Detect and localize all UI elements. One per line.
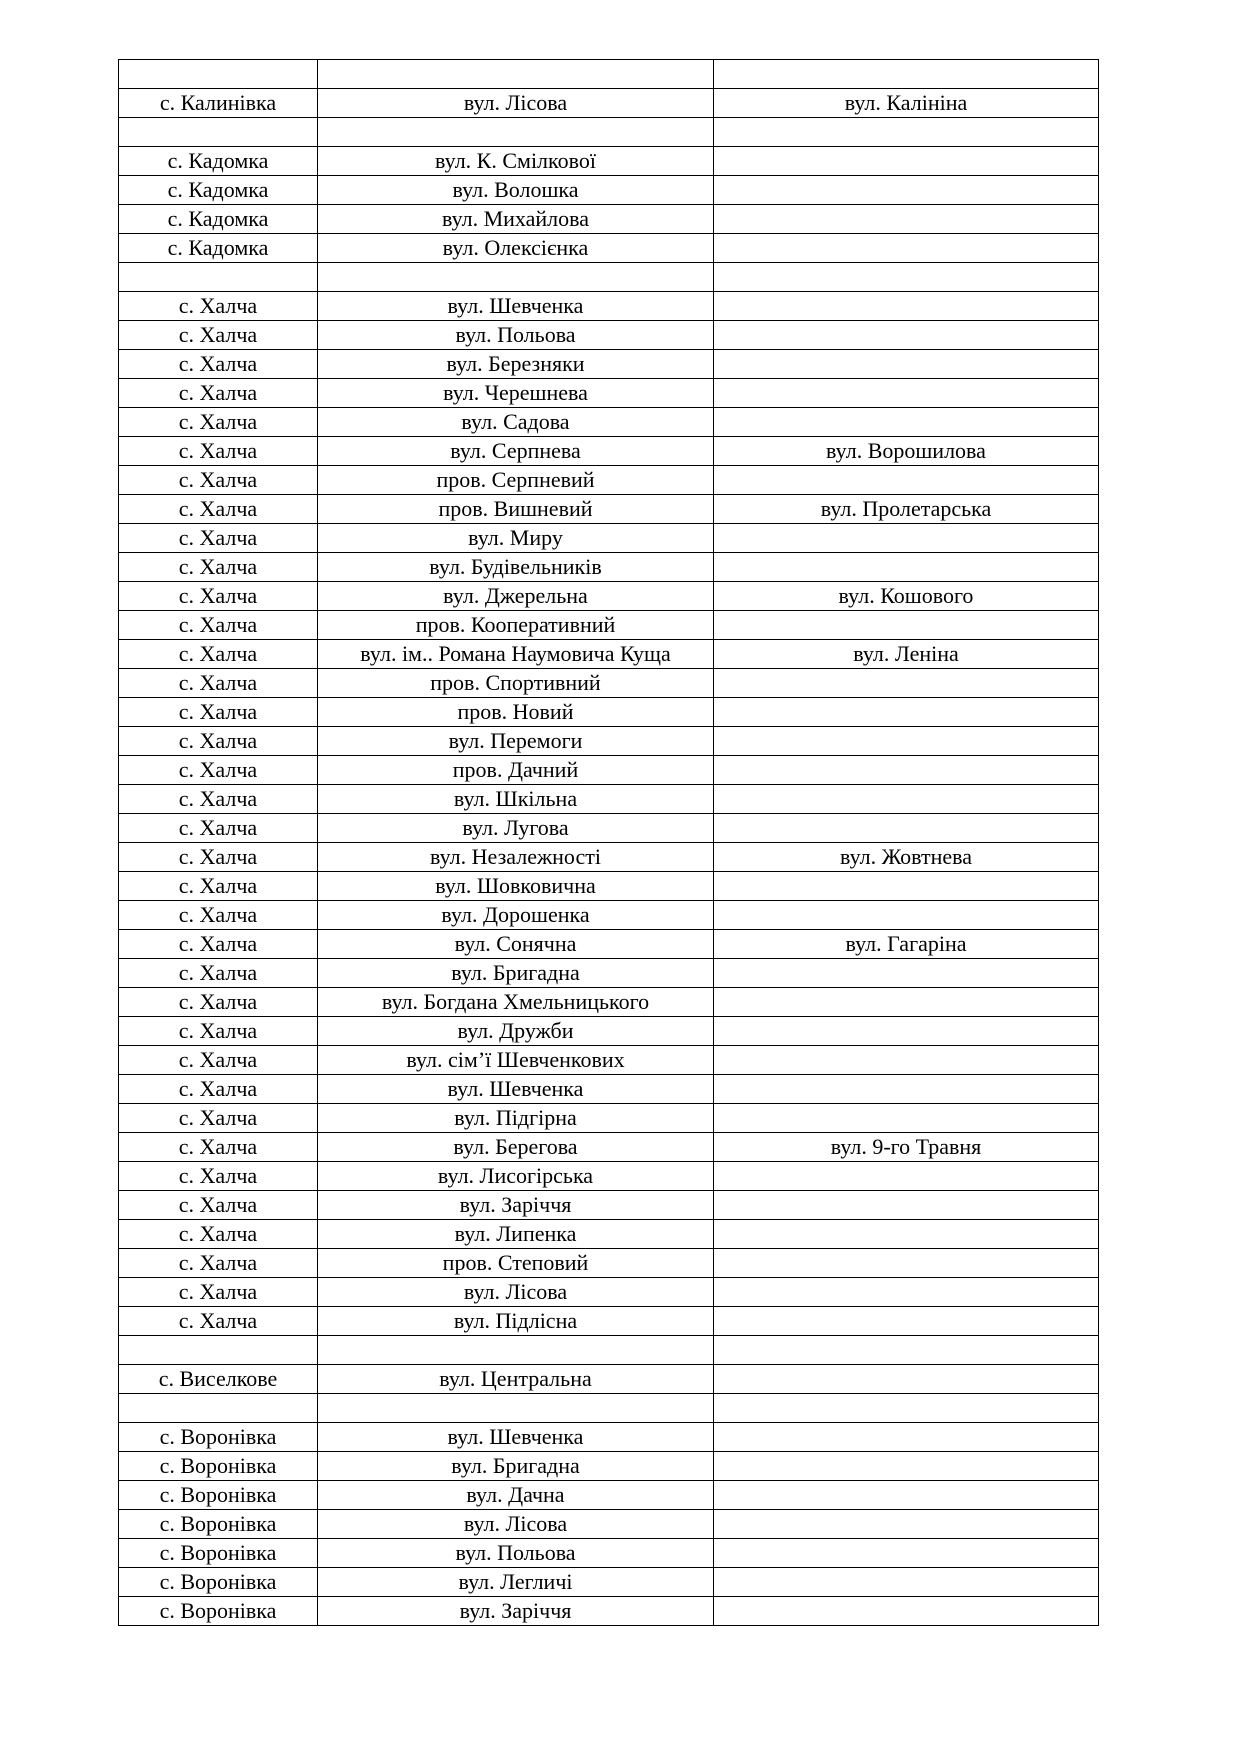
street-cell: вул. Підлісна <box>318 1307 714 1336</box>
former-name-cell <box>714 350 1099 379</box>
former-name-cell <box>714 1423 1099 1452</box>
table-row <box>119 292 1099 321</box>
table-row <box>119 611 1099 640</box>
street-cell: вул. Незалежності <box>318 843 714 872</box>
settlement-cell: с. Воронівка <box>119 1597 318 1626</box>
settlement-cell: с. Халча <box>119 901 318 930</box>
street-cell: вул. Миру <box>318 524 714 553</box>
former-name-cell <box>714 118 1099 147</box>
street-cell: вул. Берегова <box>318 1133 714 1162</box>
settlement-cell <box>119 1394 318 1423</box>
settlement-cell: с. Воронівка <box>119 1510 318 1539</box>
former-name-cell <box>714 901 1099 930</box>
settlement-cell: с. Кадомка <box>119 205 318 234</box>
settlement-cell: с. Халча <box>119 785 318 814</box>
street-cell: вул. Шовковична <box>318 872 714 901</box>
street-cell: вул. сім’ї Шевченкових <box>318 1046 714 1075</box>
table-row <box>119 843 1099 872</box>
street-cell: вул. Перемоги <box>318 727 714 756</box>
street-cell <box>318 60 714 89</box>
former-name-cell <box>714 756 1099 785</box>
settlement-cell: с. Халча <box>119 1191 318 1220</box>
settlement-cell: с. Халча <box>119 1104 318 1133</box>
table-row <box>119 1075 1099 1104</box>
street-cell: вул. Богдана Хмельницького <box>318 988 714 1017</box>
street-cell: пров. Дачний <box>318 756 714 785</box>
settlement-cell: с. Халча <box>119 872 318 901</box>
settlement-cell: с. Халча <box>119 408 318 437</box>
former-name-cell <box>714 1104 1099 1133</box>
settlement-cell: с. Халча <box>119 495 318 524</box>
settlement-cell: с. Воронівка <box>119 1539 318 1568</box>
settlement-cell: с. Халча <box>119 292 318 321</box>
settlement-cell: с. Воронівка <box>119 1423 318 1452</box>
street-cell: вул. Заріччя <box>318 1597 714 1626</box>
table-row <box>119 930 1099 959</box>
table-row <box>119 1510 1099 1539</box>
table-row <box>119 698 1099 727</box>
former-name-cell <box>714 60 1099 89</box>
settlement-cell: с. Кадомка <box>119 234 318 263</box>
street-cell: вул. Садова <box>318 408 714 437</box>
street-cell: вул. Підгірна <box>318 1104 714 1133</box>
former-name-cell: вул. Гагаріна <box>714 930 1099 959</box>
street-cell: вул. Шкільна <box>318 785 714 814</box>
former-name-cell <box>714 408 1099 437</box>
street-cell: вул. Бригадна <box>318 959 714 988</box>
street-cell: вул. Лисогірська <box>318 1162 714 1191</box>
settlement-cell: с. Халча <box>119 756 318 785</box>
former-name-cell <box>714 698 1099 727</box>
settlement-cell: с. Халча <box>119 698 318 727</box>
street-cell: вул. Дружби <box>318 1017 714 1046</box>
table-row <box>119 321 1099 350</box>
former-name-cell <box>714 611 1099 640</box>
table-row <box>119 234 1099 263</box>
street-cell: вул. Будівельників <box>318 553 714 582</box>
settlement-cell: с. Халча <box>119 1133 318 1162</box>
settlement-cell: с. Халча <box>119 1249 318 1278</box>
former-name-cell <box>714 1510 1099 1539</box>
former-name-cell <box>714 205 1099 234</box>
table-row <box>119 785 1099 814</box>
settlement-cell: с. Халча <box>119 843 318 872</box>
former-name-cell: вул. Жовтнева <box>714 843 1099 872</box>
table-row <box>119 1568 1099 1597</box>
former-name-cell <box>714 669 1099 698</box>
street-cell: вул. Лісова <box>318 89 714 118</box>
street-cell: вул. Польова <box>318 321 714 350</box>
former-name-cell <box>714 1394 1099 1423</box>
table-row <box>119 495 1099 524</box>
street-cell: вул. Лісова <box>318 1510 714 1539</box>
street-cell: вул. Дорошенка <box>318 901 714 930</box>
table-row <box>119 756 1099 785</box>
settlement-cell: с. Халча <box>119 1278 318 1307</box>
table-row <box>119 582 1099 611</box>
table-row <box>119 1133 1099 1162</box>
table-row <box>119 1539 1099 1568</box>
settlement-cell: с. Халча <box>119 669 318 698</box>
former-name-cell: вул. Леніна <box>714 640 1099 669</box>
table-row <box>119 1336 1099 1365</box>
settlement-cell: с. Халча <box>119 466 318 495</box>
settlement-cell: с. Халча <box>119 640 318 669</box>
settlement-cell <box>119 263 318 292</box>
former-name-cell <box>714 1307 1099 1336</box>
table-row <box>119 205 1099 234</box>
table-row <box>119 1394 1099 1423</box>
former-name-cell <box>714 1481 1099 1510</box>
former-name-cell <box>714 1597 1099 1626</box>
street-cell: вул. Олексієнка <box>318 234 714 263</box>
settlement-cell: с. Халча <box>119 959 318 988</box>
table-row <box>119 1046 1099 1075</box>
former-name-cell <box>714 379 1099 408</box>
former-name-cell: вул. Калініна <box>714 89 1099 118</box>
street-cell: пров. Серпневий <box>318 466 714 495</box>
former-name-cell <box>714 524 1099 553</box>
table-row <box>119 89 1099 118</box>
table-row <box>119 1597 1099 1626</box>
former-name-cell <box>714 1539 1099 1568</box>
settlement-cell: с. Воронівка <box>119 1568 318 1597</box>
table-row <box>119 553 1099 582</box>
settlement-cell: с. Виселкове <box>119 1365 318 1394</box>
former-name-cell <box>714 1568 1099 1597</box>
former-name-cell <box>714 1162 1099 1191</box>
table-row <box>119 1452 1099 1481</box>
settlement-cell <box>119 118 318 147</box>
street-cell: вул. Лугова <box>318 814 714 843</box>
street-cell: вул. ім.. Романа Наумовича Куща <box>318 640 714 669</box>
table-row <box>119 350 1099 379</box>
settlement-cell: с. Халча <box>119 379 318 408</box>
street-cell: пров. Вишневий <box>318 495 714 524</box>
former-name-cell <box>714 1249 1099 1278</box>
street-cell: вул. Лісова <box>318 1278 714 1307</box>
street-cell: вул. Серпнева <box>318 437 714 466</box>
settlement-cell: с. Халча <box>119 1220 318 1249</box>
former-name-cell: вул. Кошового <box>714 582 1099 611</box>
former-name-cell <box>714 1452 1099 1481</box>
former-name-cell <box>714 959 1099 988</box>
table-row <box>119 524 1099 553</box>
settlement-cell: с. Халча <box>119 930 318 959</box>
street-cell <box>318 263 714 292</box>
table-row <box>119 1423 1099 1452</box>
streets-table <box>118 59 1099 1626</box>
street-cell: пров. Спортивний <box>318 669 714 698</box>
table-row <box>119 1162 1099 1191</box>
settlement-cell: с. Халча <box>119 321 318 350</box>
settlement-cell: с. Халча <box>119 553 318 582</box>
street-cell: пров. Кооперативний <box>318 611 714 640</box>
former-name-cell <box>714 147 1099 176</box>
former-name-cell <box>714 1046 1099 1075</box>
street-cell: вул. Шевченка <box>318 292 714 321</box>
settlement-cell: с. Халча <box>119 582 318 611</box>
former-name-cell <box>714 263 1099 292</box>
settlement-cell <box>119 60 318 89</box>
street-cell: вул. Заріччя <box>318 1191 714 1220</box>
former-name-cell <box>714 234 1099 263</box>
street-cell: вул. Джерельна <box>318 582 714 611</box>
settlement-cell: с. Халча <box>119 437 318 466</box>
former-name-cell <box>714 1220 1099 1249</box>
table-row <box>119 872 1099 901</box>
table-row <box>119 1017 1099 1046</box>
street-cell: вул. Польова <box>318 1539 714 1568</box>
table-row <box>119 379 1099 408</box>
former-name-cell <box>714 292 1099 321</box>
former-name-cell <box>714 1365 1099 1394</box>
former-name-cell <box>714 466 1099 495</box>
table-row <box>119 1481 1099 1510</box>
street-cell: вул. К. Смілкової <box>318 147 714 176</box>
street-cell: вул. Центральна <box>318 1365 714 1394</box>
table-row <box>119 1191 1099 1220</box>
street-cell: вул. Березняки <box>318 350 714 379</box>
former-name-cell <box>714 321 1099 350</box>
former-name-cell <box>714 176 1099 205</box>
former-name-cell: вул. Пролетарська <box>714 495 1099 524</box>
street-cell: пров. Новий <box>318 698 714 727</box>
table-row <box>119 669 1099 698</box>
settlement-cell: с. Халча <box>119 1307 318 1336</box>
table-row <box>119 60 1099 89</box>
street-cell: вул. Дачна <box>318 1481 714 1510</box>
table-row <box>119 1365 1099 1394</box>
street-cell: вул. Бригадна <box>318 1452 714 1481</box>
street-cell <box>318 1394 714 1423</box>
table-row <box>119 176 1099 205</box>
table-row <box>119 1220 1099 1249</box>
street-cell: пров. Степовий <box>318 1249 714 1278</box>
settlement-cell <box>119 1336 318 1365</box>
former-name-cell <box>714 1075 1099 1104</box>
street-cell <box>318 1336 714 1365</box>
table-row <box>119 901 1099 930</box>
former-name-cell <box>714 814 1099 843</box>
settlement-cell: с. Воронівка <box>119 1452 318 1481</box>
settlement-cell: с. Халча <box>119 988 318 1017</box>
street-cell: вул. Черешнева <box>318 379 714 408</box>
settlement-cell: с. Халча <box>119 814 318 843</box>
street-cell: вул. Сонячна <box>318 930 714 959</box>
settlement-cell: с. Халча <box>119 1075 318 1104</box>
table-row <box>119 1104 1099 1133</box>
former-name-cell: вул. 9-го Травня <box>714 1133 1099 1162</box>
former-name-cell <box>714 1191 1099 1220</box>
former-name-cell <box>714 1336 1099 1365</box>
settlement-cell: с. Халча <box>119 350 318 379</box>
former-name-cell <box>714 785 1099 814</box>
table-row <box>119 408 1099 437</box>
street-cell: вул. Шевченка <box>318 1075 714 1104</box>
table-row <box>119 466 1099 495</box>
street-cell: вул. Липенка <box>318 1220 714 1249</box>
table-row <box>119 1249 1099 1278</box>
former-name-cell <box>714 988 1099 1017</box>
settlement-cell: с. Калинівка <box>119 89 318 118</box>
settlement-cell: с. Халча <box>119 1046 318 1075</box>
former-name-cell <box>714 872 1099 901</box>
table-row <box>119 1307 1099 1336</box>
settlement-cell: с. Халча <box>119 524 318 553</box>
table-row <box>119 147 1099 176</box>
table-row <box>119 959 1099 988</box>
table-row <box>119 814 1099 843</box>
table-row <box>119 437 1099 466</box>
street-cell: вул. Шевченка <box>318 1423 714 1452</box>
street-cell <box>318 118 714 147</box>
streets-table-body <box>119 60 1099 1626</box>
former-name-cell <box>714 1278 1099 1307</box>
table-row <box>119 727 1099 756</box>
settlement-cell: с. Халча <box>119 727 318 756</box>
settlement-cell: с. Халча <box>119 611 318 640</box>
former-name-cell <box>714 1017 1099 1046</box>
settlement-cell: с. Воронівка <box>119 1481 318 1510</box>
former-name-cell <box>714 553 1099 582</box>
table-row <box>119 988 1099 1017</box>
settlement-cell: с. Кадомка <box>119 147 318 176</box>
former-name-cell: вул. Ворошилова <box>714 437 1099 466</box>
table-row <box>119 1278 1099 1307</box>
table-row <box>119 640 1099 669</box>
table-row <box>119 263 1099 292</box>
former-name-cell <box>714 727 1099 756</box>
settlement-cell: с. Кадомка <box>119 176 318 205</box>
table-row <box>119 118 1099 147</box>
street-cell: вул. Михайлова <box>318 205 714 234</box>
settlement-cell: с. Халча <box>119 1017 318 1046</box>
street-cell: вул. Легличі <box>318 1568 714 1597</box>
settlement-cell: с. Халча <box>119 1162 318 1191</box>
street-cell: вул. Волошка <box>318 176 714 205</box>
